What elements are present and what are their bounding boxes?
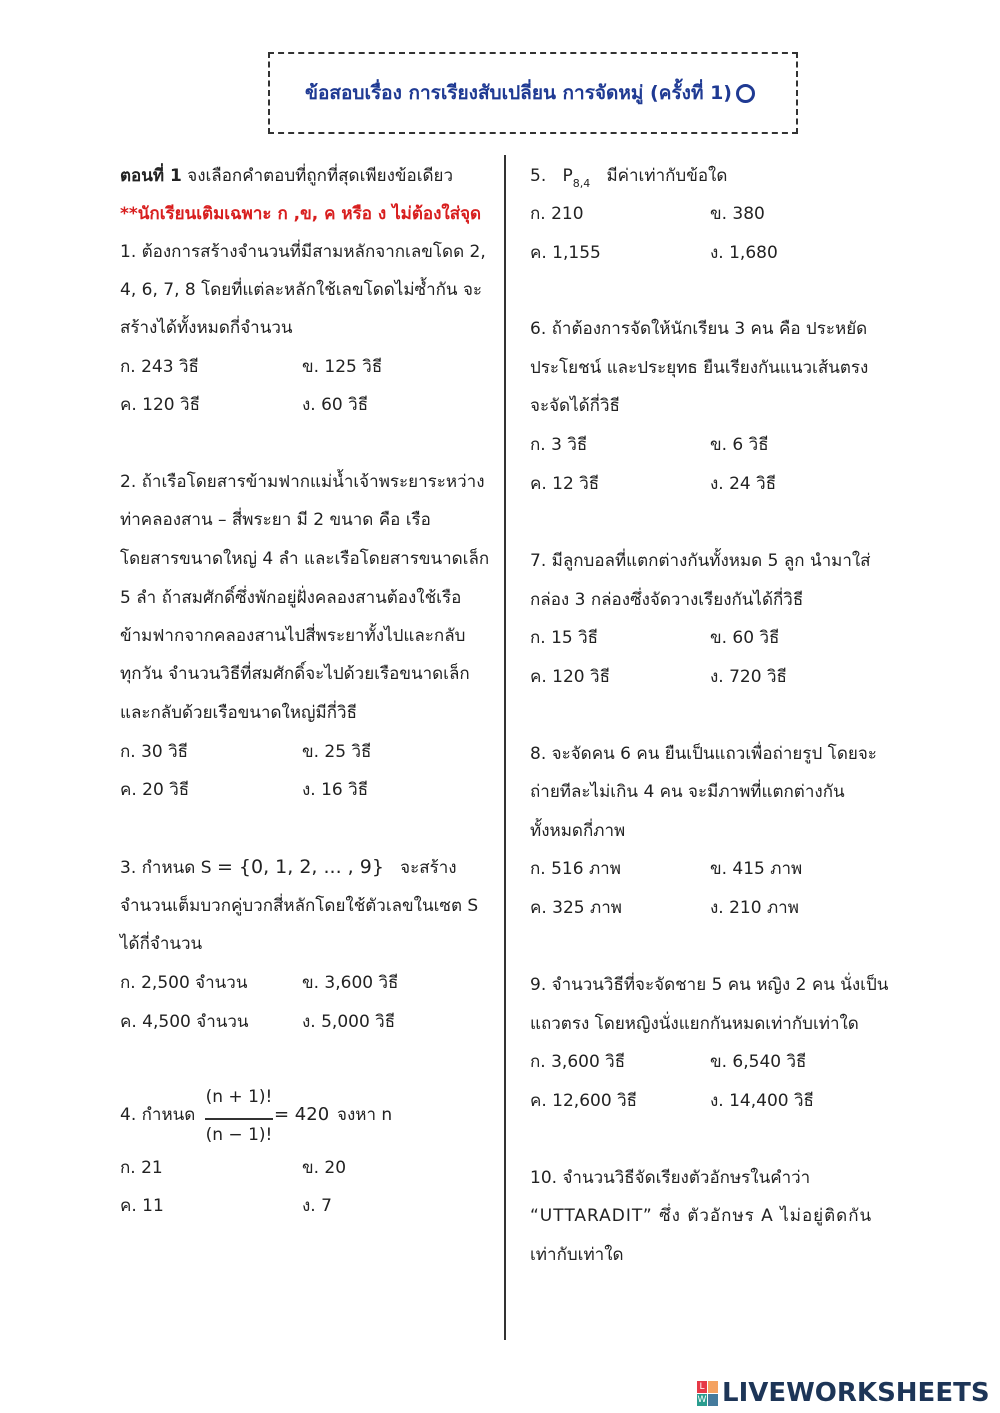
q2-line: โดยสารขนาดใหญ่ 4 ลำ และเรือโดยสารขนาดเล็ก: [120, 549, 490, 569]
q2-line: ท่าคลองสาน – สี่พระยา มี 2 ขนาด คือ เรือ: [120, 510, 431, 530]
q4-choice-b: ข. 20: [302, 1158, 347, 1178]
q2-line: ข้ามฟากจากคลองสานไปสี่พระยาทั้งไปและกลับ: [120, 626, 466, 646]
instruction-note: **นักเรียนเติมเฉพาะ ก ,ข, ค หรือ ง ไม่ต้องใส่จุด: [120, 204, 482, 224]
q3-line: ได้กี่จำนวน: [120, 934, 203, 954]
q4-numerator: (n + 1)!: [205, 1087, 273, 1107]
page-title: [305, 78, 755, 108]
logo-mark-letter: W: [697, 1395, 707, 1405]
q6-line: จะจัดได้กี่วิธี: [530, 396, 620, 416]
q1-line: 4, 6, 7, 8 โดยที่แต่ละหลักใช้เลขโดดไม่ซ้ำกัน จะ: [120, 280, 483, 300]
title-text: ข้อสอบเรื่อง การเรียงสับเปลี่ยน การจัดหมู่ (ครั้งที่ 1): [305, 82, 732, 104]
q4-denominator: (n − 1)!: [205, 1125, 273, 1145]
q3-set: = {0, 1, 2, ... , 9}: [216, 856, 384, 878]
q6-choice-c: ค. 12 วิธี: [530, 474, 600, 494]
q2-choice-d: ง. 16 วิธี: [302, 780, 369, 800]
q3-choice-c: ค. 4,500 จำนวน: [120, 1012, 249, 1032]
q8-choice-c: ค. 325 ภาพ: [530, 898, 622, 918]
q4-choice-a: ก. 21: [120, 1158, 163, 1178]
q7-choice-b: ข. 60 วิธี: [710, 628, 780, 648]
q10-line: 10. จำนวนวิธีจัดเรียงตัวอักษรในคำว่า: [530, 1168, 811, 1188]
q9-line: 9. จำนวนวิธีที่จะจัดชาย 5 คน หญิง 2 คน นั่งเป็น: [530, 975, 889, 995]
q8-line: ถ่ายทีละไม่เกิน 4 คน จะมีภาพที่แตกต่างกัน: [530, 782, 845, 802]
q9-choice-a: ก. 3,600 วิธี: [530, 1052, 626, 1072]
q6-choice-a: ก. 3 วิธี: [530, 435, 588, 455]
q5-choice-c: ค. 1,155: [530, 243, 601, 263]
liveworksheets-logo[interactable]: LIVEWORKSHEETS: [722, 1378, 990, 1408]
q5-line: [530, 165, 727, 189]
q4-choice-c: ค. 11: [120, 1196, 164, 1216]
instruction-text: จงเลือกคำตอบที่ถูกที่สุดเพียงข้อเดียว: [187, 166, 454, 186]
q2-choice-c: ค. 20 วิธี: [120, 780, 190, 800]
circle-icon: [736, 84, 755, 103]
q1-choice-c: ค. 120 วิธี: [120, 395, 200, 415]
q1-choice-a: ก. 243 วิธี: [120, 357, 199, 377]
q9-choice-c: ค. 12,600 วิธี: [530, 1091, 637, 1111]
q4-prefix: 4. กำหนด: [120, 1105, 196, 1125]
q8-line: ทั้งหมดกี่ภาพ: [530, 821, 626, 841]
q7-choice-d: ง. 720 วิธี: [710, 667, 787, 687]
logo-mark-icon: [697, 1381, 719, 1407]
q5-choice-b: ข. 380: [710, 204, 765, 224]
q8-choice-b: ข. 415 ภาพ: [710, 859, 803, 879]
q6-choice-b: ข. 6 วิธี: [710, 435, 769, 455]
q5-prefix: 5.: [530, 166, 547, 186]
logo-mark-letter: L: [697, 1381, 707, 1393]
q3-line: [120, 856, 457, 879]
q4-equals: = 420: [274, 1104, 330, 1125]
q8-choice-a: ก. 516 ภาพ: [530, 859, 621, 879]
q9-choice-b: ข. 6,540 วิธี: [710, 1052, 807, 1072]
q2-line: ทุกวัน จำนวนวิธีที่สมศักดิ์จะไปด้วยเรือขนาดเล็ก: [120, 664, 470, 684]
q7-line: กล่อง 3 กล่องซึ่งจัดวางเรียงกันได้กี่วิธี: [530, 590, 804, 610]
q2-choice-a: ก. 30 วิธี: [120, 742, 189, 762]
q1-choice-b: ข. 125 วิธี: [302, 357, 383, 377]
q3-choice-b: ข. 3,600 วิธี: [302, 973, 399, 993]
q8-choice-d: ง. 210 ภาพ: [710, 898, 799, 918]
q3-choice-d: ง. 5,000 วิธี: [302, 1012, 396, 1032]
q10-line: “UTTARADIT” ซึ่ง ตัวอักษร A ไม่อยู่ติดกัน: [530, 1206, 873, 1226]
q10-line: เท่ากับเท่าใด: [530, 1245, 624, 1265]
q6-line: 6. ถ้าต้องการจัดให้นักเรียน 3 คน คือ ประหยัด: [530, 319, 868, 339]
q1-line: 1. ต้องการสร้างจำนวนที่มีสามหลักจากเลขโดด 2,: [120, 242, 486, 262]
q9-choice-d: ง. 14,400 วิธี: [710, 1091, 814, 1111]
column-divider: [504, 155, 506, 1340]
q2-line: และกลับด้วยเรือขนาดใหญ่มีกี่วิธี: [120, 703, 357, 723]
q4-choice-d: ง. 7: [302, 1196, 332, 1216]
q1-line: สร้างได้ทั้งหมดกี่จำนวน: [120, 318, 293, 338]
q8-line: 8. จะจัดคน 6 คน ยืนเป็นแถวเพื่อถ่ายรูป โดยจะ: [530, 744, 877, 764]
q5-p: P: [562, 166, 573, 186]
q3-line: จำนวนเต็มบวกคู่บวกสี่หลักโดยใช้ตัวเลขในเซต S: [120, 896, 479, 916]
q2-choice-b: ข. 25 วิธี: [302, 742, 372, 762]
q5-suffix: มีค่าเท่ากับข้อใด: [606, 166, 728, 186]
q2-line: 2. ถ้าเรือโดยสารข้ามฟากแม่น้ำเจ้าพระยาระหว่าง: [120, 472, 485, 492]
q3-prefix: 3. กำหนด S: [120, 858, 212, 878]
q5-subscript: 8,4: [572, 177, 591, 190]
q4-suffix: จงหา n: [337, 1105, 393, 1125]
q2-line: 5 ลำ ถ้าสมศักดิ์ซึ่งพักอยู่ฝั่งคลองสานต้องใช้เรือ: [120, 588, 462, 608]
q3-suffix: จะสร้าง: [400, 858, 457, 878]
instruction: [120, 165, 453, 187]
q6-line: ประโยชน์ และประยุทธ ยืนเรียงกันแนวเส้นตรง: [530, 358, 869, 378]
q7-choice-a: ก. 15 วิธี: [530, 628, 599, 648]
instruction-label: ตอนที่ 1: [120, 166, 182, 186]
q9-line: แถวตรง โดยหญิงนั่งแยกกันหมดเท่ากับเท่าใด: [530, 1014, 859, 1034]
q3-choice-a: ก. 2,500 จำนวน: [120, 973, 248, 993]
fraction-bar: [205, 1118, 273, 1120]
q5-choice-d: ง. 1,680: [710, 243, 778, 263]
q1-choice-d: ง. 60 วิธี: [302, 395, 369, 415]
q7-choice-c: ค. 120 วิธี: [530, 667, 610, 687]
q5-choice-a: ก. 210: [530, 204, 584, 224]
q6-choice-d: ง. 24 วิธี: [710, 474, 777, 494]
q7-line: 7. มีลูกบอลที่แตกต่างกันทั้งหมด 5 ลูก นำมาใส่: [530, 551, 871, 571]
